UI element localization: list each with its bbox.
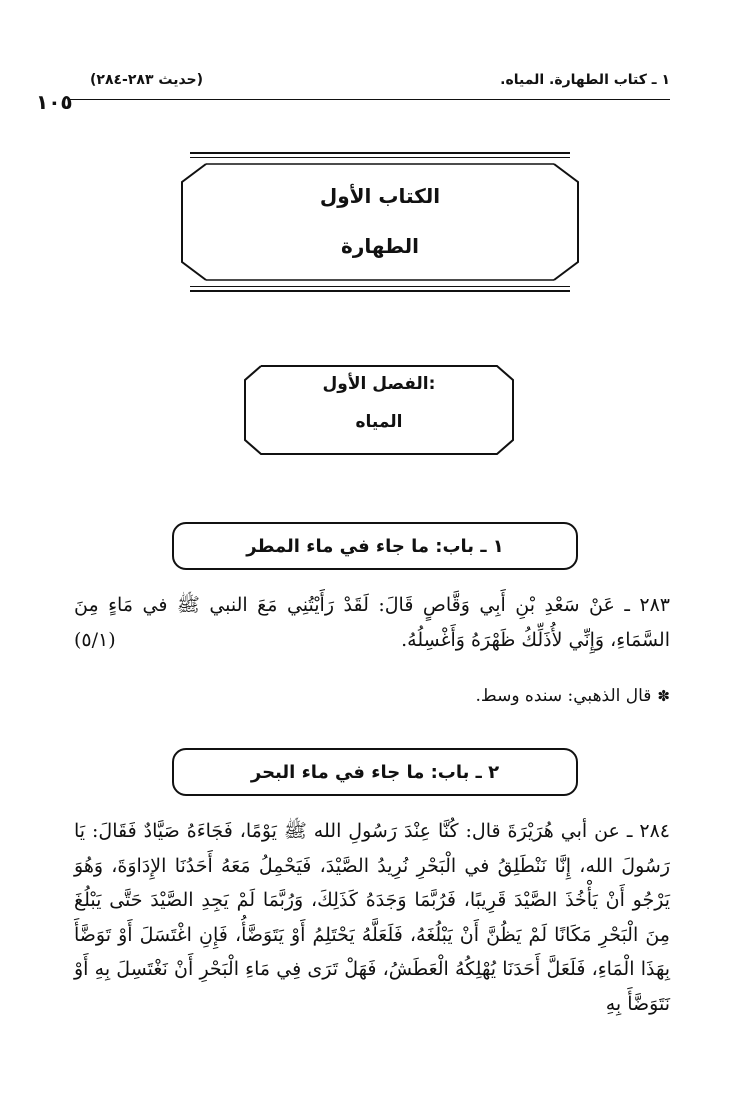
hadith-283-reference: (٥/١) [74,628,116,651]
hadith-283 [74,588,670,660]
hadith-283-text: ٢٨٣ ـ عَنْ سَعْدِ بْنِ أَبِي وَقَّاصٍ قَالَ: لَقَدْ رَأَيْتُنِي مَعَ النبي ﷺ في مَاءٍ مِنَ السَّمَاءِ، وَإِنِّي لأُذَلِّكُ ظَهْرَهُ وَأَغْسِلُهُ. [74,594,670,651]
section-heading: ٢ ـ باب: ما جاء في ماء البحر [172,748,578,796]
book-title: الكتاب الأول [319,184,441,208]
book-title-frame [170,152,590,292]
header-chapter-label: ١ ـ كتاب الطهارة. المياه. [500,72,670,88]
hadith-284 [74,814,670,1094]
frame-ornament [170,152,590,292]
hadith-284-text: ٢٨٤ ـ عن أبي هُرَيْرَةَ قال: كُنَّا عِنْدَ رَسُولِ الله ﷺ يَوْمًا، فَجَاءَهُ صَيَّادٌ فَقَالَ: يَا رَسُولَ الله، إِنَّا نَنْطَلِقُ في الْبَحْرِ نُرِيدُ الصَّيْدَ، فَيَحْمِلُ مَعَهُ أَحَدُنَا الإِدَاوَةَ، وَهُوَ يَرْجُو أَنْ يَأْخُذَ الصَّيْدَ قَرِيبًا، فَرُبَّمَا وَجَدَهُ كَذَلِكَ، وَرُبَّمَا لَمْ يَجِدِ الصَّيْدَ حَتَّى يَبْلُغَ مِنَ الْبَحْرِ مَكَانًا لَمْ يَظُنَّ أَنْ يَبْلُغَهُ، فَلَعَلَّهُ يَحْتَلِمُ أَوْ يَتَوَضَّأُ، فَإِنِ اغْتَسَلَ أَوْ تَوَضَّأَ بِهَذَا الْمَاءِ، فَلَعَلَّ أَحَدَنَا يُهْلِكُهُ الْعَطَشُ، فَهَلْ تَرَى فِي مَاءِ الْبَحْرِ أَنْ نَغْتَسِلَ بِهِ أَوْ نَتَوَضَّأَ بِهِ [74,820,670,1015]
dhahabi-note [74,686,670,706]
header-hadith-range: (حديث ٢٨٣-٢٨٤) [90,72,204,88]
header-rule [70,99,670,100]
dhahabi-note-text: قال الذهبي: سنده وسط. [475,686,652,706]
asterisk-icon: ✽ [657,687,670,705]
chapter-title-frame [243,364,515,456]
page-number: ١٠٥ [36,90,73,114]
section-heading: ١ ـ باب: ما جاء في ماء المطر [172,522,578,570]
book-subtitle: الطهارة [341,234,419,258]
running-header [70,72,670,96]
chapter-title: الفصل الأول: [322,374,436,394]
chapter-subtitle: المياه [355,412,403,432]
